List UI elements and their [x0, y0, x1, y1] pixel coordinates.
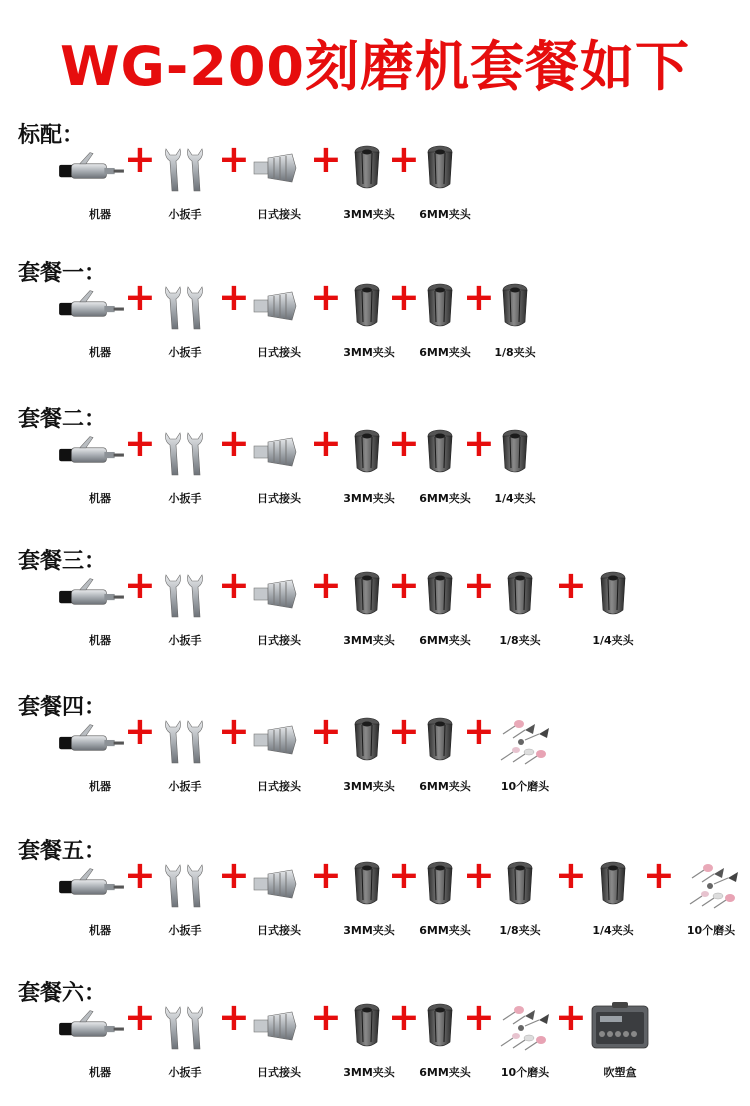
collet-item: 1/4夹头 [500, 432, 590, 512]
plus-icon: + [463, 995, 495, 1039]
collet-icon [425, 860, 455, 910]
collet-item: 3MM夹头 [352, 1006, 442, 1086]
plus-icon: + [310, 563, 342, 607]
wrench-icon [160, 282, 210, 334]
collet-item: 6MM夹头 [425, 432, 515, 512]
plus-icon: + [310, 421, 342, 465]
connector-item: 日式接头 [252, 1006, 342, 1086]
section-title: 标配： [18, 123, 85, 148]
collet-icon [352, 716, 382, 766]
connector-icon [252, 286, 302, 326]
grinding-stones-icon [684, 860, 744, 910]
collet-icon [352, 570, 382, 620]
plus-icon: + [218, 137, 250, 181]
collet-item: 6MM夹头 [425, 1006, 515, 1086]
collet-icon [500, 428, 530, 478]
plus-icon: + [310, 275, 342, 319]
plus-icon: + [124, 709, 156, 753]
plus-icon: + [310, 137, 342, 181]
connector-icon [252, 432, 302, 472]
grinding-stones-icon [495, 1002, 555, 1052]
machine-item: 机器 [55, 1006, 145, 1086]
plus-icon: + [463, 853, 495, 897]
blow-molded-case-icon [590, 1002, 650, 1052]
collet-icon [352, 860, 382, 910]
wrench-icon [160, 860, 210, 912]
collet-icon [352, 428, 382, 478]
machine-item: 机器 [55, 286, 145, 366]
machine-item: 机器 [55, 432, 145, 512]
grinding-stones-icon [495, 716, 555, 766]
section-title: 套餐二： [18, 407, 107, 432]
package-five [0, 834, 750, 964]
collet-item: 6MM夹头 [425, 574, 515, 654]
wrench-item: 小扳手 [160, 574, 250, 654]
wrench-icon [160, 428, 210, 480]
plus-icon: + [555, 995, 587, 1039]
wrench-item: 小扳手 [160, 432, 250, 512]
plus-icon: + [218, 421, 250, 465]
plus-icon: + [218, 563, 250, 607]
collet-icon [505, 860, 535, 910]
collet-item: 6MM夹头 [425, 720, 515, 800]
connector-item: 日式接头 [252, 720, 342, 800]
package-standard [0, 118, 750, 248]
grinding-stones-item: 10个磨头 [495, 1006, 585, 1086]
collet-item: 1/8夹头 [505, 574, 595, 654]
plus-icon: + [218, 853, 250, 897]
package-two [0, 402, 750, 532]
wrench-item: 小扳手 [160, 864, 250, 944]
plus-icon: + [555, 853, 587, 897]
collet-icon [598, 860, 628, 910]
collet-item: 6MM夹头 [425, 148, 515, 228]
plus-icon: + [124, 275, 156, 319]
connector-icon [252, 720, 302, 760]
machine-item: 机器 [55, 720, 145, 800]
air-grinder-icon [55, 148, 127, 190]
connector-icon [252, 864, 302, 904]
collet-icon [425, 1002, 455, 1052]
plus-icon: + [310, 995, 342, 1039]
plus-icon: + [388, 137, 420, 181]
collet-item: 1/8夹头 [500, 286, 590, 366]
machine-item: 机器 [55, 864, 145, 944]
collet-icon [352, 144, 382, 194]
page-title: WG-200刻磨机套餐如下 [59, 35, 691, 98]
wrench-item: 小扳手 [160, 1006, 250, 1086]
connector-item: 日式接头 [252, 864, 342, 944]
machine-item: 机器 [55, 148, 145, 228]
plus-icon: + [388, 709, 420, 753]
connector-item: 日式接头 [252, 286, 342, 366]
collet-icon [425, 716, 455, 766]
plus-icon: + [388, 853, 420, 897]
connector-item: 日式接头 [252, 148, 342, 228]
plus-icon: + [388, 275, 420, 319]
section-title: 套餐五： [18, 839, 107, 864]
collet-icon [425, 428, 455, 478]
connector-icon [252, 1006, 302, 1046]
plus-icon: + [124, 137, 156, 181]
collet-item: 3MM夹头 [352, 432, 442, 512]
plus-icon: + [310, 853, 342, 897]
air-grinder-icon [55, 1006, 127, 1048]
plus-icon: + [124, 853, 156, 897]
blow-case-item: 吹塑盒 [590, 1006, 680, 1086]
plus-icon: + [643, 853, 675, 897]
package-three [0, 544, 750, 674]
wrench-item: 小扳手 [160, 720, 250, 800]
section-title: 套餐一： [18, 261, 107, 286]
section-title: 套餐三： [18, 549, 107, 574]
grinding-stones-item: 10个磨头 [495, 720, 585, 800]
section-title: 套餐四： [18, 695, 107, 720]
plus-icon: + [124, 563, 156, 607]
collet-item: 3MM夹头 [352, 720, 442, 800]
plus-icon: + [463, 563, 495, 607]
plus-icon: + [310, 709, 342, 753]
collet-icon [352, 1002, 382, 1052]
collet-icon [505, 570, 535, 620]
wrench-icon [160, 716, 210, 768]
plus-icon: + [388, 421, 420, 465]
plus-icon: + [388, 995, 420, 1039]
collet-item: 6MM夹头 [425, 286, 515, 366]
plus-icon: + [218, 995, 250, 1039]
wrench-item: 小扳手 [160, 286, 250, 366]
plus-icon: + [463, 275, 495, 319]
plus-icon: + [555, 563, 587, 607]
collet-item: 1/8夹头 [505, 864, 595, 944]
plus-icon: + [124, 421, 156, 465]
wrench-icon [160, 570, 210, 622]
plus-icon: + [388, 563, 420, 607]
connector-icon [252, 574, 302, 614]
machine-item: 机器 [55, 574, 145, 654]
wrench-item: 小扳手 [160, 148, 250, 228]
air-grinder-icon [55, 864, 127, 906]
collet-item: 3MM夹头 [352, 864, 442, 944]
package-four [0, 690, 750, 820]
collet-icon [425, 282, 455, 332]
collet-icon [500, 282, 530, 332]
connector-item: 日式接头 [252, 574, 342, 654]
collet-icon [598, 570, 628, 620]
collet-item: 6MM夹头 [425, 864, 515, 944]
wrench-icon [160, 1002, 210, 1054]
plus-icon: + [218, 275, 250, 319]
plus-icon: + [463, 421, 495, 465]
collet-icon [425, 144, 455, 194]
connector-icon [252, 148, 302, 188]
collet-icon [425, 570, 455, 620]
section-title: 套餐六： [18, 981, 107, 1006]
wrench-icon [160, 144, 210, 196]
air-grinder-icon [55, 286, 127, 328]
plus-icon: + [218, 709, 250, 753]
collet-icon [352, 282, 382, 332]
collet-item: 3MM夹头 [352, 148, 442, 228]
collet-item: 1/4夹头 [598, 864, 688, 944]
plus-icon: + [463, 709, 495, 753]
grinding-stones-item: 10个磨头 [684, 864, 750, 944]
collet-item: 3MM夹头 [352, 286, 442, 366]
air-grinder-icon [55, 574, 127, 616]
collet-item: 3MM夹头 [352, 574, 442, 654]
connector-item: 日式接头 [252, 432, 342, 512]
air-grinder-icon [55, 720, 127, 762]
package-six [0, 976, 750, 1106]
plus-icon: + [124, 995, 156, 1039]
air-grinder-icon [55, 432, 127, 474]
package-one [0, 256, 750, 386]
collet-item: 1/4夹头 [598, 574, 688, 654]
